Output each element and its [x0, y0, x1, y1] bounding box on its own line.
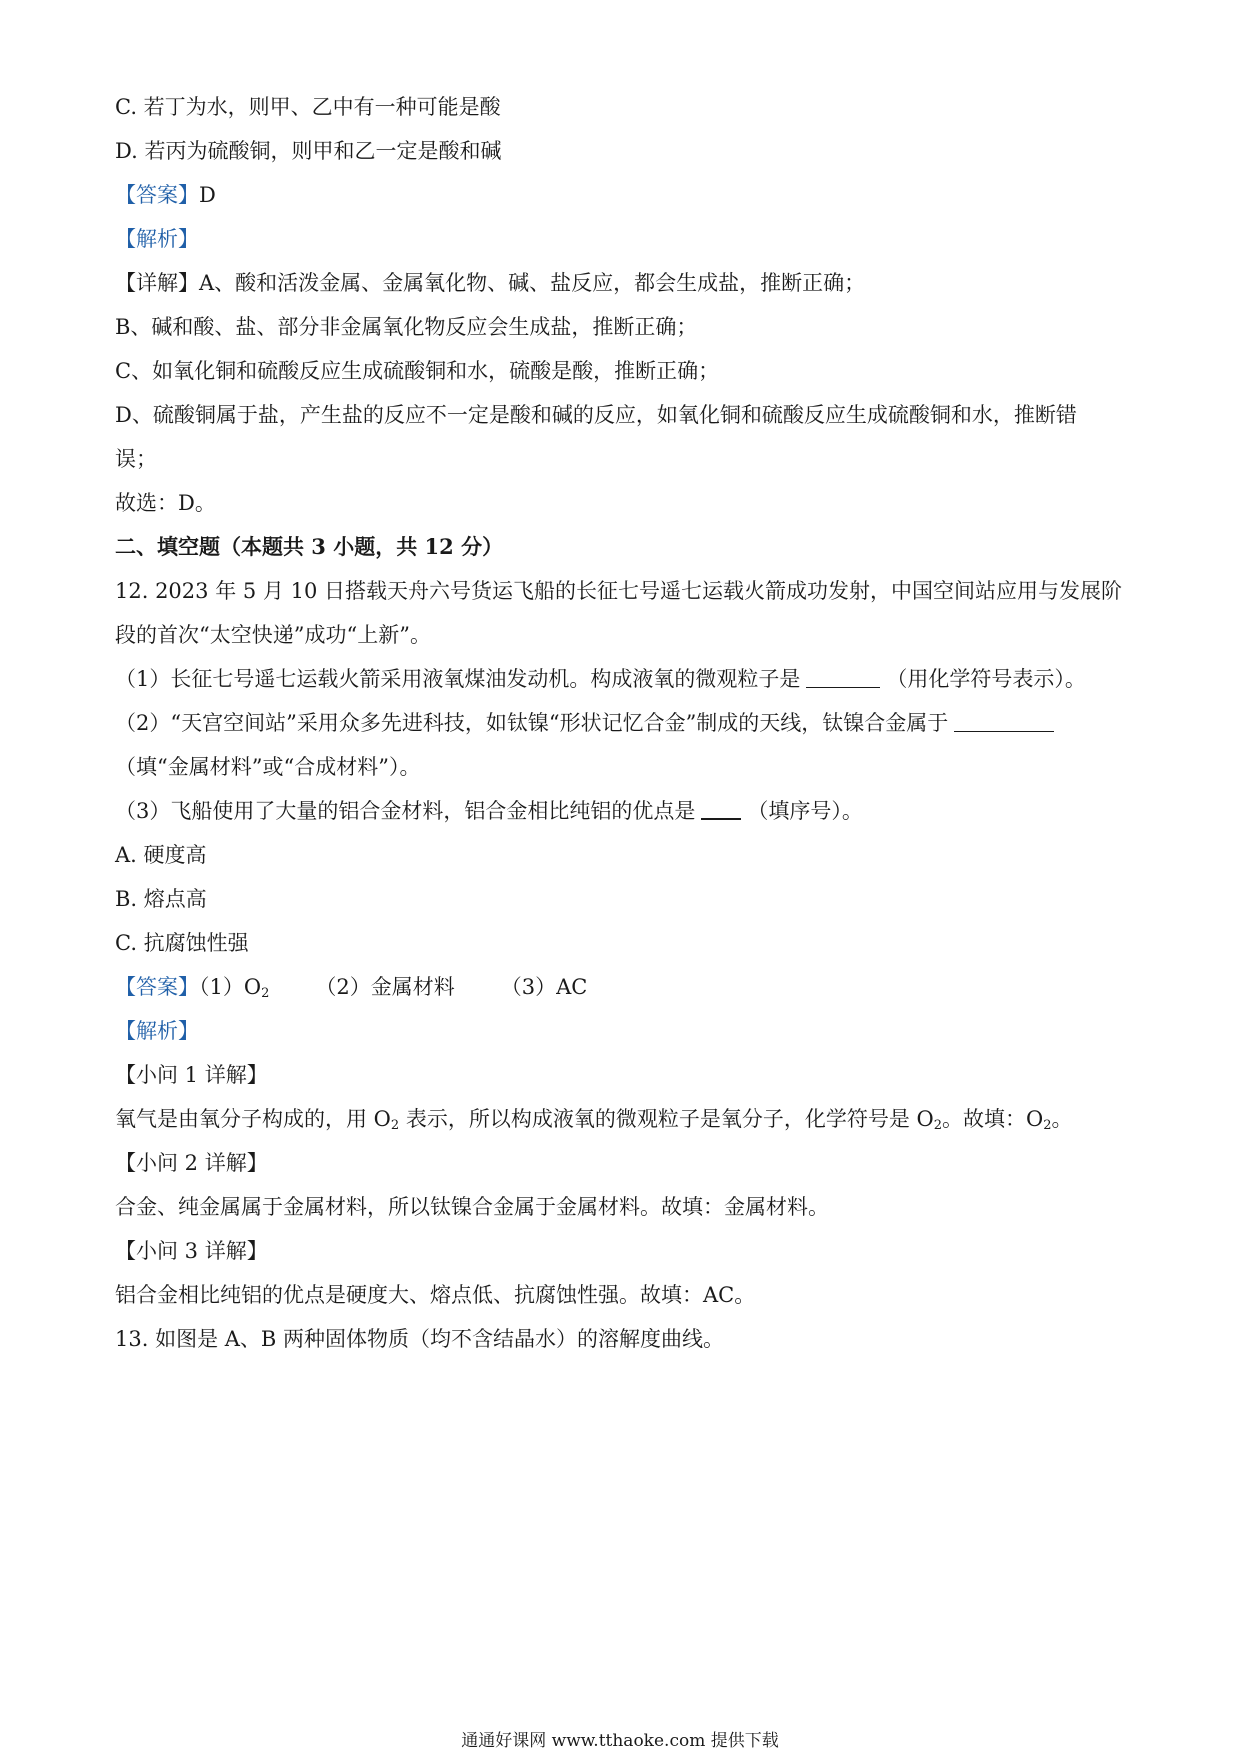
q12-part1	[115, 664, 1130, 694]
part2-text: （2）“天宫空间站”采用众多先进科技，如钛镍“形状记忆合金”制成的天线，钛镍合金属于	[115, 711, 949, 735]
q12-answer	[115, 972, 1130, 1002]
answer-line	[115, 180, 1130, 210]
q12-part2	[115, 708, 1130, 738]
detail-c: C、如氧化铜和硫酸反应生成硫酸铜和水，硫酸是酸，推断正确；	[115, 359, 720, 383]
part3-hint: （填序号）。	[747, 799, 863, 823]
sub2-text: 合金、纯金属属于金属材料，所以钛镍合金属于金属材料。故填：金属材料。	[115, 1195, 829, 1219]
sub1-label: 【小问 1 详解】	[115, 1063, 268, 1087]
sub1-text: 氧气是由氧分子构成的，用 $O_2$ 表示，所以构成液氧的微观粒子是氧分子，化学符号是 $O_2$。故填：$O_2$。	[115, 1107, 1073, 1133]
detail-d-line2: 误；	[115, 447, 157, 471]
analysis-label: 【解析】	[115, 1019, 199, 1043]
sub3-text: 铝合金相比纯铝的优点是硬度大、熔点低、抗腐蚀性强。故填：AC。	[115, 1283, 756, 1307]
part1-hint: （用化学符号表示）。	[886, 667, 1086, 691]
q12-part2-hint: （填“金属材料”或“合成材料”）。	[115, 755, 421, 779]
detail-a-text: A、酸和活泼金属、金属氧化物、碱、盐反应，都会生成盐，推断正确；	[199, 271, 866, 295]
conclusion: 故选：D。	[115, 491, 216, 515]
analysis-label: 【解析】	[115, 227, 199, 251]
answer-2: （2）金属材料	[315, 975, 455, 999]
answer-blank-1	[806, 667, 880, 688]
answer-value: D	[199, 183, 216, 207]
part1-text: （1）长征七号遥七运载火箭采用液氧煤油发动机。构成液氧的微观粒子是	[115, 667, 801, 691]
sub2-label: 【小问 2 详解】	[115, 1151, 268, 1175]
answer-1: $(1)O_2$	[199, 975, 270, 1001]
answer-blank-3	[701, 798, 741, 820]
option-d: D. 若丙为硫酸铜，则甲和乙一定是酸和碱	[115, 139, 502, 163]
page-footer: 通通好课网 www.tthaoke.com 提供下载	[461, 1731, 779, 1751]
q12-option-b: B. 熔点高	[115, 887, 207, 911]
answer-blank-2	[954, 711, 1054, 732]
answer-label: 【答案】	[115, 975, 199, 999]
q12-option-a: A. 硬度高	[115, 843, 207, 867]
answer-3: （3）AC	[500, 975, 588, 999]
section-heading: 二、填空题（本题共 3 小题，共 12 分）	[115, 534, 504, 559]
q13-stem: 13. 如图是 A、B 两种固体物质（均不含结晶水）的溶解度曲线。	[115, 1327, 725, 1351]
sub3-label: 【小问 3 详解】	[115, 1239, 268, 1263]
answer-label: 【答案】	[115, 183, 199, 207]
option-c: C. 若丁为水，则甲、乙中有一种可能是酸	[115, 95, 501, 119]
q12-stem-line2: 段的首次“太空快递”成功“上新”。	[115, 623, 431, 647]
detail-label: 【详解】	[115, 271, 199, 295]
part3-text: （3）飞船使用了大量的铝合金材料，铝合金相比纯铝的优点是	[115, 799, 696, 823]
q12-part3	[115, 796, 1130, 826]
detail-b: B、碱和酸、盐、部分非金属氧化物反应会生成盐，推断正确；	[115, 315, 698, 339]
q12-stem-line1: 12. 2023 年 5 月 10 日搭载天舟六号货运飞船的长征七号遥七运载火箭成功发射，中国空间站应用与发展阶	[115, 579, 1122, 603]
q12-option-c: C. 抗腐蚀性强	[115, 931, 249, 955]
detail-a	[115, 268, 1130, 298]
detail-d-line1: D、硫酸铜属于盐，产生盐的反应不一定是酸和碱的反应，如氧化铜和硫酸反应生成硫酸铜和水，推断错	[115, 403, 1077, 427]
